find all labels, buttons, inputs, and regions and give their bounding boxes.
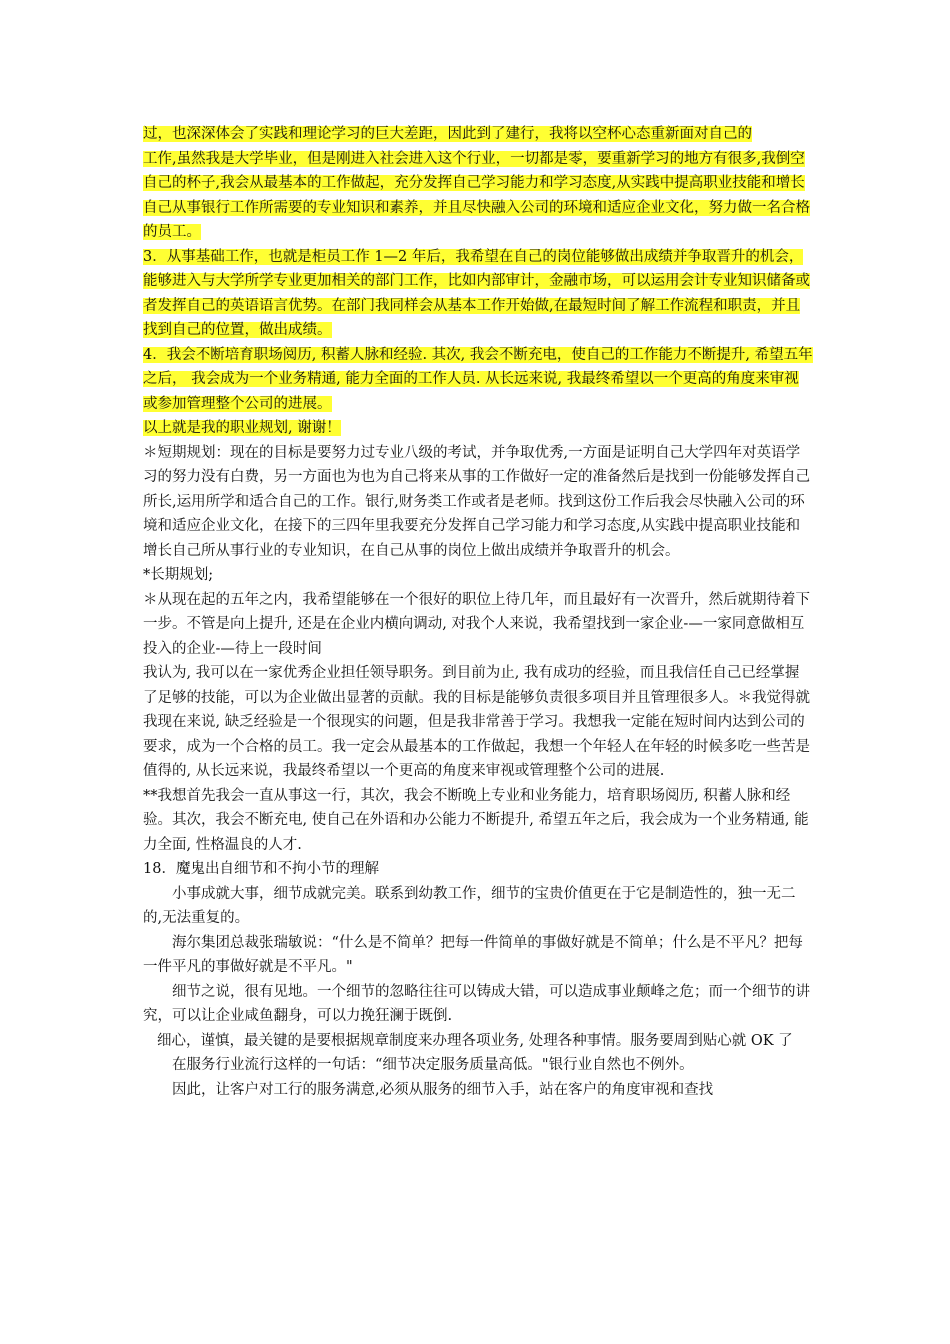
indented-paragraph: 细心，谨慎，最关键的是要根据规章制度来办理各项业务, 处理各种事情。服务要周到贴心就 OK 了 xyxy=(157,1032,793,1049)
highlighted-paragraph: 工作,虽然我是大学毕业，但是刚进入社会进入这个行业，一切都是零，要重新学习的地方有很多,我倒空自己的杯子,我会从最基本的工作做起，充分发挥自己学习能力和学习态度,从实践中提高职业技能和增长自己从事银行工作所需要的专业知识和素养，并且尽快融入公司的环境和适应企业文化，努力做一名合格的员工。 xyxy=(143,150,810,240)
body-paragraph: 我认为, 我可以在一家优秀企业担任领导职务。到目前为止, 我有成功的经验，而且我信任自己已经掌握了足够的技能，可以为企业做出显著的贡献。我的目标是能够负责很多项目并且管理很多人。＊我觉得就我现在来说, 缺乏经验是一个很现实的问题，但是我非常善于学习。我想我一定能在短时间内达到公司的要求，成为一个合格的员工。我一定会从最基本的工作做起，我想一个年轻人在年轻的时候多吃一些苦是值得的, 从长远来说，我最终希望以一个更高的角度来审视或管理整个公司的进展. xyxy=(143,665,810,779)
indented-paragraph: 小事成就大事，细节成就完美。联系到幼教工作，细节的宝贵价值更在于它是制造性的，独一无二的,无法重复的。 xyxy=(143,885,796,926)
highlighted-paragraph: 过，也深深体会了实践和理论学习的巨大差距，因此到了建行，我将以空杯心态重新面对自己的 xyxy=(143,126,752,142)
indented-paragraph: 因此，让客户对工行的服务满意,必须从服务的细节入手，站在客户的角度审视和查找 xyxy=(172,1081,714,1098)
indented-paragraph: 细节之说，很有见地。一个细节的忽略往往可以铸成大错，可以造成事业颠峰之危；而一个细节的讲究，可以让企业咸鱼翻身，可以力挽狂澜于既倒. xyxy=(143,983,810,1024)
body-paragraph: ＊从现在起的五年之内，我希望能够在一个很好的职位上待几年，而且最好有一次晋升，然后就期待着下一步。不管是向上提升, 还是在企业内横向调动, 对我个人来说，我希望找到一家企业-—一家同意做相互投入的企业-—待上一段时间 xyxy=(143,591,810,657)
indented-paragraph: 在服务行业流行这样的一句话：“细节决定服务质量高低。"银行业自然也不例外。 xyxy=(172,1057,694,1073)
highlighted-paragraph: 以上就是我的职业规划, 谢谢！ xyxy=(143,420,341,436)
highlighted-paragraph: 4．我会不断培育职场阅历, 积蓄人脉和经验. 其次, 我会不断充电，使自己的工作能力不断提升, 希望五年之后， 我会成为一个业务精通, 能力全面的工作人员. 从长远来说, 我最终希望以一个更高的角度来审视或参加管理整个公司的进展。 xyxy=(143,346,813,412)
body-paragraph: **我想首先我会一直从事这一行，其次，我会不断晚上专业和业务能力，培育职场阅历, 积蓄人脉和经验。其次，我会不断充电, 使自己在外语和办公能力不断提升, 希望五年之后，我会成为一个业务精通, 能力全面, 性格温良的人才. xyxy=(143,787,809,853)
long-term-plan-heading: *长期规划; xyxy=(143,567,214,583)
indented-paragraph: 海尔集团总裁张瑞敏说：“什么是不简单？把每一件简单的事做好就是不简单；什么是不平凡？把每一件平凡的事做好就是不平凡。" xyxy=(143,934,803,975)
document-page xyxy=(143,122,813,1102)
section-heading: 18．魔鬼出自细节和不拘小节的理解 xyxy=(143,861,379,877)
short-term-plan-paragraph: ＊短期规划：现在的目标是要努力过专业八级的考试，并争取优秀,一方面是证明自己大学四年对英语学习的努力没有白费，另一方面也为也为自己将来从事的工作做好一定的准备然后是找到一份能够发挥自己所长,运用所学和适合自己的工作。银行,财务类工作或者是老师。找到这份工作后我会尽快融入公司的环境和适应企业文化，在接下的三四年里我要充分发挥自己学习能力和学习态度,从实践中提高职业技能和增长自己所从事行业的专业知识，在自己从事的岗位上做出成绩并争取晋升的机会。 xyxy=(143,444,810,559)
highlighted-paragraph: 3．从事基础工作，也就是柜员工作 1—2 年后，我希望在自己的岗位能够做出成绩并争取晋升的机会，能够进入与大学所学专业更加相关的部门工作，比如内部审计，金融市场，可以运用会计专业知识储备或者发挥自己的英语语言优势。在部门我同样会从基本工作开始做,在最短时间了解工作流程和职责，并且找到自己的位置，做出成绩。 xyxy=(143,248,810,338)
